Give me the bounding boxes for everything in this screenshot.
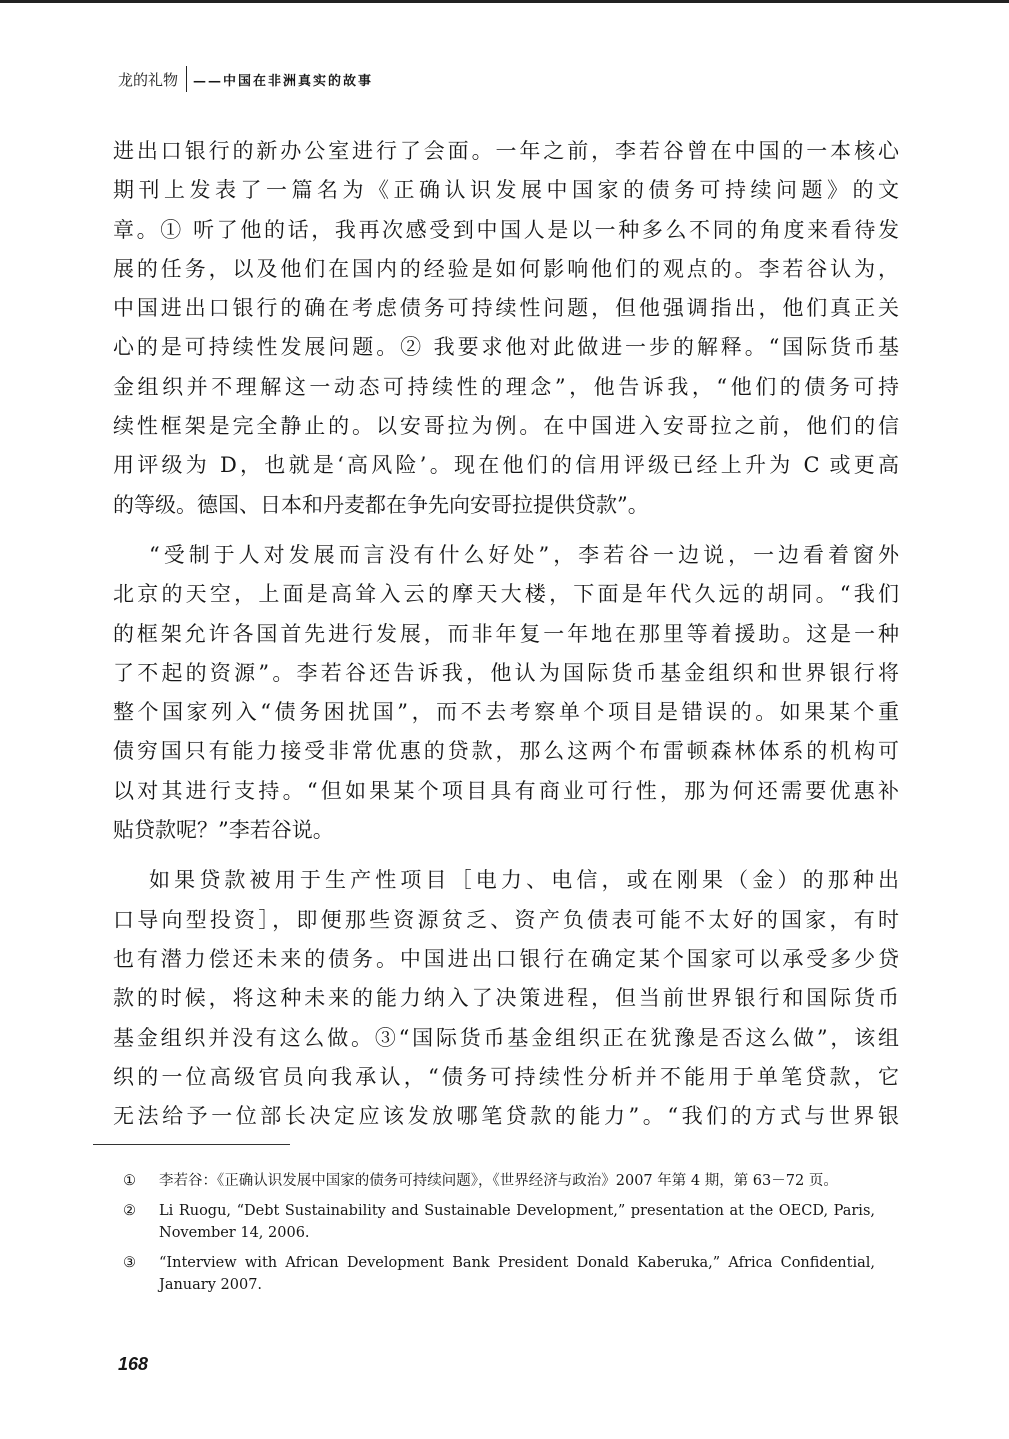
- text-line: 基金组织并没有这么做。③“国际货币基金组织正在犹豫是否这么做”，该组: [113, 1025, 899, 1050]
- footnote-text: 李若谷：《正确认识发展中国家的债务可持续问题》，《世界经济与政治》2007 年第 4 期，第 63－72 页。: [159, 1173, 838, 1189]
- text-line: 用评级为 D，也就是‘高风险’。现在他们的信用评级已经上升为 C 或更高: [113, 453, 899, 478]
- text-line: 织的一位高级官员向我承认，“债务可持续性分析并不能用于单笔贷款，它: [113, 1064, 899, 1089]
- text-line: 以对其进行支持。“但如果某个项目具有商业可行性，那为何还需要优惠补: [113, 778, 899, 803]
- text-line: “受制于人对发展而言没有什么好处”，李若谷一边说，一边看着窗外: [149, 542, 899, 567]
- text-line: 也有潜力偿还未来的债务。中国进出口银行在确定某个国家可以承受多少贷: [113, 946, 899, 971]
- text-line: 了不起的资源”。李若谷还告诉我，他认为国际货币基金组织和世界银行将: [113, 660, 899, 685]
- text-line: 心的是可持续性发展问题。② 我要求他对此做进一步的解释。“国际货币基: [113, 335, 899, 360]
- footnote-text: Li Ruogu, “Debt Sustainability and Sustainable Development,” presentation at the OECD, Paris, November 14, 2006.: [159, 1203, 875, 1241]
- footnote-marker: ③: [123, 1255, 136, 1271]
- text-line: 进出口银行的新办公室进行了会面。一年之前，李若谷曾在中国的一本核心: [113, 139, 899, 163]
- running-header: [118, 66, 373, 92]
- text-line: 如果贷款被用于生产性项目［电力、电信，或在刚果（金）的那种出: [149, 868, 899, 893]
- text-line: 金组织并不理解这一动态可持续性的理念”，他告诉我，“他们的债务可持: [113, 374, 899, 399]
- text-line: 中国进出口银行的确在考虑债务可持续性问题，但他强调指出，他们真正关: [113, 296, 899, 321]
- text-line: 期刊上发表了一篇名为《正确认识发展中国家的债务可持续问题》的文: [113, 178, 899, 203]
- text-line: 的框架允许各国首先进行发展，而非年复一年地在那里等着援助。这是一种: [113, 621, 899, 646]
- text-line: 北京的天空，上面是高耸入云的摩天大楼，下面是年代久远的胡同。“我们: [113, 582, 899, 607]
- page-number: 168: [118, 1354, 149, 1374]
- body-text: [113, 132, 899, 1136]
- footnote-text: “Interview with African Development Bank President Donald Kaberuka,” Africa Confidential, January 2007.: [159, 1255, 875, 1293]
- footnote: [123, 1170, 875, 1192]
- text-line: 的等级。德国、日本和丹麦都在争先向安哥拉提供贷款”。: [113, 492, 649, 517]
- text-line: 整个国家列入“债务困扰国”，而不去考察单个项目是错误的。如果某个重: [113, 700, 899, 725]
- footnote-rule: [93, 1144, 290, 1145]
- text-line: 贴贷款呢？”李若谷说。: [113, 818, 334, 843]
- text-line: 章。① 听了他的话，我再次感受到中国人是以一种多么不同的角度来看待发: [113, 217, 899, 242]
- text-line: 无法给予一位部长决定应该发放哪笔贷款的能力”。“我们的方式与世界银: [113, 1104, 899, 1129]
- text-line: 续性框架是完全静止的。以安哥拉为例。在中国进入安哥拉之前，他们的信: [113, 414, 899, 439]
- footnotes: [123, 1170, 875, 1304]
- footnote: [123, 1200, 875, 1244]
- text-line: 口导向型投资］，即便那些资源贫乏、资产负债表可能不太好的国家，有时: [113, 907, 899, 932]
- text-line: 款的时候，将这种未来的能力纳入了决策进程，但当前世界银行和国际货币: [113, 986, 899, 1011]
- text-line: 债穷国只有能力接受非常优惠的贷款，那么这两个布雷顿森林体系的机构可: [113, 739, 899, 764]
- footnote: [123, 1252, 875, 1296]
- book-subtitle: ——中国在非洲真实的故事: [193, 73, 374, 89]
- header-divider: [186, 66, 187, 92]
- footnote-marker: ①: [123, 1173, 136, 1189]
- scan-top-border: [0, 0, 1009, 3]
- book-title: 龙的礼物: [118, 70, 179, 89]
- footnote-marker: ②: [123, 1203, 136, 1219]
- text-line: 展的任务，以及他们在国内的经验是如何影响他们的观点的。李若谷认为，: [113, 256, 899, 281]
